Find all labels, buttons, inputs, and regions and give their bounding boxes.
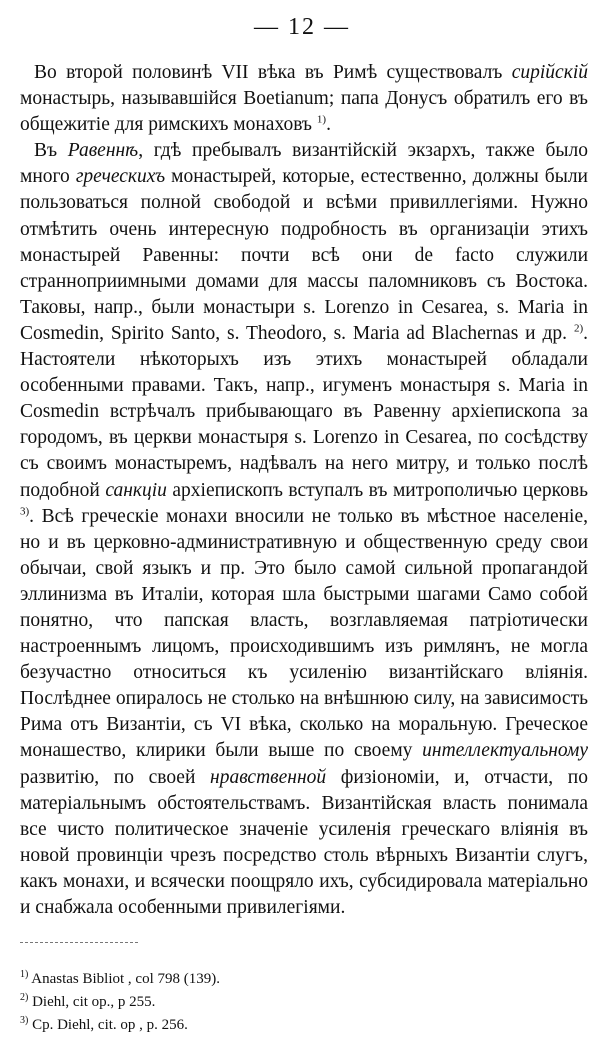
footnotes — [20, 968, 580, 1037]
page-number: — 12 — — [254, 14, 350, 40]
footnote-mark: 1) — [20, 969, 29, 980]
footnote-3 — [20, 1014, 580, 1037]
footnote-ref-2[interactable]: 2) — [573, 322, 584, 335]
paragraph-2 — [20, 138, 588, 921]
footnote-1 — [20, 968, 580, 991]
footnote-text: Cp. Diehl, cit. op , p. 256. — [28, 1017, 188, 1033]
footnote-ref-3[interactable]: 3) — [20, 505, 30, 518]
paragraph-1 — [20, 60, 588, 138]
paragraph-2-text: Въ — [34, 140, 68, 162]
footnote-ref-1[interactable]: 1) — [316, 113, 327, 126]
italic-term: санкціи — [105, 479, 167, 501]
italic-term: Равеннѣ — [67, 140, 139, 162]
italic-term: интеллектуальному — [422, 740, 588, 762]
footnote-text: Diehl, cit op., p 255. — [28, 994, 156, 1010]
paragraph-2-text: . Настоятели нѣкоторыхъ изъ этихъ монастырей обладали особенными правами. Такъ, напр., игуменъ монастыря s. Maria in Cosmedin встрѣчалъ прибывающаго въ Равенну архіепископа за городомъ, въ церкви монастыря s. Lorenzo in Cesarea, по сосѣдству съ своимъ монастыремъ, надѣвалъ на него митру, и только послѣ подобной — [20, 322, 588, 501]
footnote-mark: 3) — [20, 1015, 29, 1026]
footnote-text: Anastas Biblіot , col 798 (139). — [28, 971, 220, 987]
italic-term: сирійскій — [511, 62, 588, 83]
body-text — [20, 60, 588, 921]
paragraph-2-text: монастырей, которые, естественно, должны были пользоваться полной свободой и всѣми привиллегіями. Нужно отмѣтить очень интересную подробность въ организаціи этихъ монастырей Равенны: почти всѣ они de facto служили странноприимными домами для массы паломниковъ съ Востока. Таковы, напр., были монастыри s. Lorenzo in Cesarea, s. Maria in Cosmedin, Spirito Santo, s. Theodoro, s. Maria ad Blachernas и др. — [20, 166, 588, 344]
paragraph-2-text: . Всѣ греческіе монахи вносили не только въ мѣстное населеніе, но и въ церковно-административную и общественную среду свои обычаи, свой языкъ и пр. Это было самой сильной пропагандой эллинизма въ Италіи, которая шла быстрыми шагами Само собой понятно, что папская власть, возглавляемая патріотически настроеннымъ лицомъ, происходившимъ изъ римлянъ, не могла безучастно относиться къ усиленію византійскаго вліянія. Послѣднее опиралось не столько на внѣшнюю силу, на зависимость Рима отъ Византіи, съ VI вѣка, сколько на моральную. Греческое монашество, клирики были выше по своему — [20, 505, 588, 762]
paragraph-2-text: , гдѣ пребывалъ византійскій экзархъ, также было много — [20, 140, 588, 188]
footnote-2 — [20, 991, 580, 1014]
italic-term: греческихъ — [75, 166, 166, 188]
paragraph-1-text: монастырь, называвшійся Boetianum; папа Донусъ обратилъ его въ общежитіе для римскихъ монаховъ — [20, 88, 588, 136]
footnote-mark: 2) — [20, 992, 29, 1003]
paragraph-2-text: развитію, по своей — [20, 766, 211, 788]
paragraph-2-text: физіономіи, и, отчасти, по матеріальнымъ обстоятельствамъ. Византійская власть понимала все чисто политическое значеніе усиленія греческаго вліянія въ новой провинціи чрезъ посредство столь вѣрныхъ Византіи слугъ, какъ монахи, и всячески поощряло ихъ, субсидировала матеріально и снабжала особенными привилегіями. — [20, 766, 588, 918]
footnote-divider — [20, 942, 138, 943]
paragraph-1-text: Во второй половинѣ VII вѣка въ Римѣ существовалъ — [34, 62, 512, 83]
paragraph-2-text: архіепископъ вступалъ въ митрополичью церковь — [166, 479, 588, 501]
italic-term: нравственной — [210, 766, 327, 788]
paragraph-1-text: . — [326, 114, 331, 136]
